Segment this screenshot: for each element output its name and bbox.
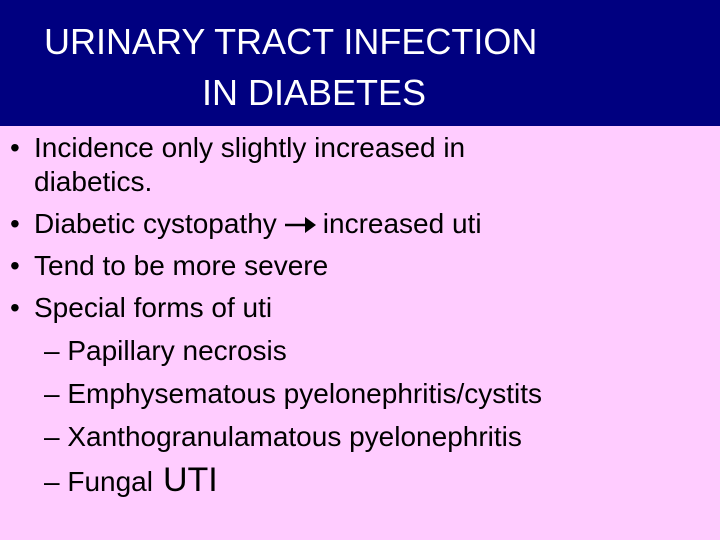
bullet-dot: • (10, 292, 20, 323)
slide-title-line-1: URINARY TRACT INFECTION (44, 21, 538, 62)
sub-dash: – (44, 335, 60, 366)
sub-dash: – (44, 421, 60, 452)
bullet-incidence-line-2: diabetics. (34, 166, 153, 197)
subitem-label: Emphysematous pyelonephritis/cystits (67, 378, 543, 409)
subitem-label: Papillary necrosis (67, 335, 287, 366)
bullet-dot: • (10, 208, 20, 239)
bullet-special-forms: Special forms of uti (34, 292, 273, 323)
subitem-xanthogranulomatous (44, 421, 522, 453)
bullet-dot: • (10, 250, 20, 281)
bullet-cystopathy (34, 208, 482, 242)
right-arrow-icon (283, 210, 317, 242)
bullet-cystopathy-cause: Diabetic cystopathy (34, 208, 277, 239)
bullet-dot: • (10, 132, 20, 163)
sub-dash: – (44, 466, 60, 497)
subitem-papillary-necrosis (44, 335, 287, 367)
bullet-severity: Tend to be more severe (34, 250, 329, 281)
sub-dash: – (44, 378, 60, 409)
bullet-cystopathy-effect: increased uti (322, 208, 482, 239)
subitem-fungal-uti (44, 461, 218, 499)
bullet-incidence-line-1: Incidence only slightly increased in (34, 132, 466, 163)
subitem-label: Xanthogranulamatous pyelonephritis (67, 421, 522, 452)
subitem-emphysematous (44, 378, 542, 410)
subitem-label: Fungal (67, 466, 153, 497)
subitem-emphasis: UTI (162, 461, 218, 499)
slide-title-line-2: IN DIABETES (202, 72, 427, 113)
